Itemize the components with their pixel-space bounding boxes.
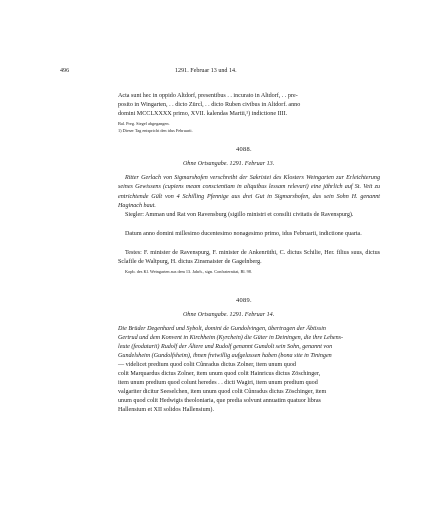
- body-line: leute (feodatarii) Rudolf der Ältere und Rudolf genannt Gundolt sein Sohn, genannt von: [118, 344, 333, 350]
- page-number: 496: [60, 68, 70, 74]
- regest-summary: Ritter Gerlach von Sigmarshofen verschreibt der Sakristei des Klosters Weingarten zur Erleichterung seines Gewissens (cupiens meam conscientiam in aliquibus lessam relevari) eine jährlich auf St. Veit zu entrichtende Gült von 4 Schilling Pfennige aus drei Gut in Sigmarshofen, das sein Sohn H. genannt Haginach baut.: [118, 175, 380, 209]
- body-line: — videlicet predium quod colit Cûnradus dictus Zolner, item unum quod: [118, 362, 296, 368]
- footnote: 1) Dieser Tag entspricht den idus Februarii.: [118, 128, 193, 133]
- body-line: unum quod colit Hedwigis theoloniaria, que predia solvunt annuatim quatuor libras: [118, 398, 321, 404]
- body-line: Acta sunt hec in oppido Altdorf, presentibus . . incurato in Altdorf, . . pre-: [118, 93, 298, 99]
- body-line: Gundelsheim (Gundolfsheim), ihnen freiwillig aufgelassen haben (bona site in Tiningen: [118, 353, 332, 359]
- body-line: posito in Wingarten, . . dicto Zürcl, . . dicto Ruben civibus in Altdorf. anno: [118, 102, 301, 108]
- body-line: colit Marquardus dictus Zolner, item unum quod colit Hainricus dictus Zöschinger,: [118, 371, 321, 377]
- place-date: Ohne Ortsangabe. 1291. Februar 14.: [183, 312, 275, 318]
- document-number: 4088.: [236, 146, 252, 153]
- body-line: Die Brüder Degenhard und Sybolt, domini de Gundolvingen, übertragen der Äbtissin: [118, 326, 326, 332]
- document-number: 4089.: [236, 297, 252, 304]
- dated-line: Datum anno domini millesimo ducentesimo nonagesimo primo, idus Februarii, indictione quarta.: [125, 231, 362, 237]
- place-date: Ohne Ortsangabe. 1291. Februar 13.: [183, 161, 275, 167]
- witnesses: Testes: F. minister de Ravenspurg, F. minister de Ankenrüthi, C. dictus Schilie, Her. filius suus, dictus Sclafile de Waltpurg, H. dictus Zinsmaister de Gagelnberg.: [118, 250, 380, 266]
- seal-note: Bal. Preg. Siegel abgegangen.: [118, 121, 170, 126]
- body-line: Gertrud und dem Konvent in Kirchheim (Kyrchein) die Güter in Deiningen, die ihre Lehens-: [118, 335, 344, 341]
- body-line: Hallensium et XII solidos Hallensium).: [118, 407, 214, 413]
- body-line: valgariter dicitur Seeselchen, item unum quod colit Cûnradus dictus Zöschinger, item: [118, 389, 327, 395]
- body-line: item unum predium quod colunt heredes . . dicti Wagiri, item unum predium quod: [118, 380, 318, 386]
- sigler: Siegler: Amman und Rat von Ravensburg (sigillo ministri et consilii civitatis de Ravenspurg).: [125, 212, 354, 218]
- source-note: Kopb. des Kl. Weingarten aus dem 13. Jahrh., sign. Confraternitat, Bl. 98.: [125, 269, 253, 274]
- body-line: domini MCCLXXXX primo, XVII. kalendas Martii,¹) indictione IIII.: [118, 111, 288, 117]
- running-title: 1291. Februar 13 und 14.: [175, 68, 237, 74]
